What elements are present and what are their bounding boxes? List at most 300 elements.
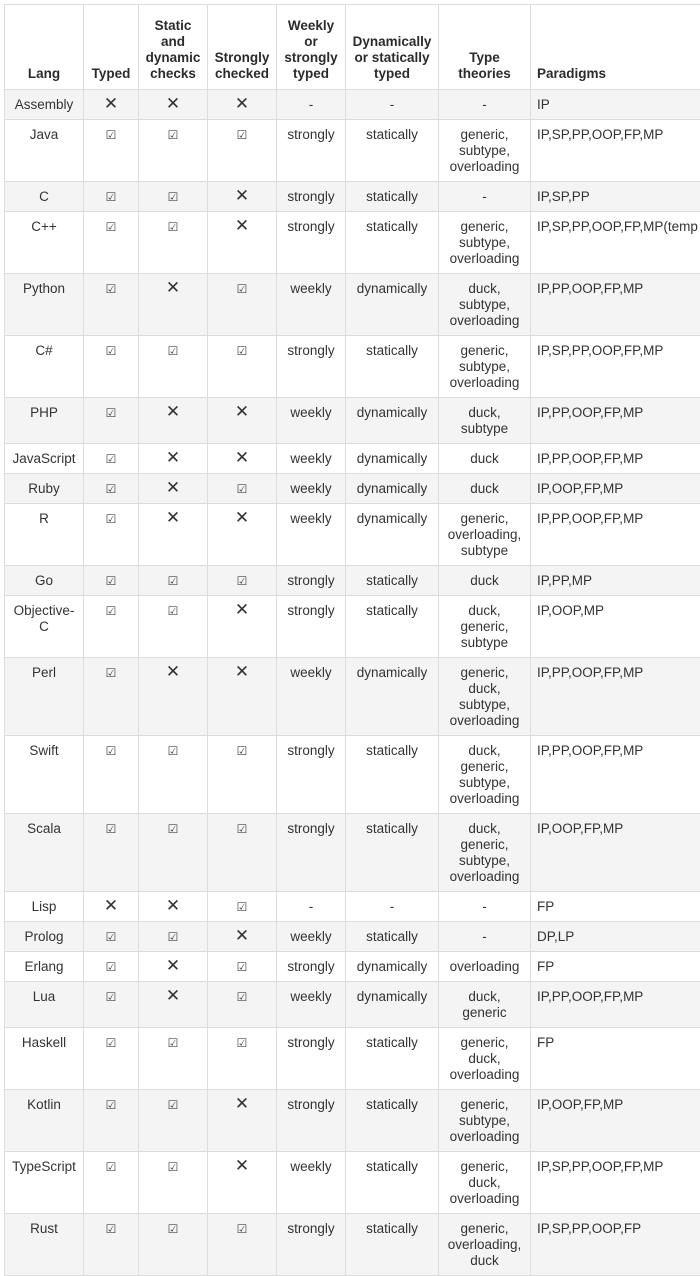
cross-icon: ✕ [166,989,180,1003]
cell-paradigms: IP [531,90,700,120]
cross-icon: ✕ [235,451,249,465]
cell-dynamically-or-statically: statically [346,922,439,952]
text-line: duck, [468,1051,500,1066]
cell-dynamically-or-statically: dynamically [346,952,439,982]
checkbox-checked-icon: ☑ [106,573,117,589]
checkbox-checked-icon: ☑ [237,959,248,975]
cell-dynamically-or-statically: statically [346,1152,439,1214]
cell-weekly-or-strongly: strongly [277,736,346,814]
text-line: theories [458,66,511,81]
text-line: generic, [460,1159,508,1174]
text-line: Swift [29,743,58,758]
cell-strong [208,182,277,212]
cell-type-theories [439,504,531,566]
cell-paradigms: IP,SP,PP [531,182,700,212]
text-line: typed [374,66,410,81]
cell-dynamically-or-statically: - [346,892,439,922]
text-line: checked [215,66,269,81]
checkbox-checked-icon: ☑ [106,821,117,837]
cell-weekly-or-strongly: strongly [277,596,346,658]
cell-weekly-or-strongly: strongly [277,120,346,182]
cell-lang [5,120,84,182]
cell-weekly-or-strongly: weekly [277,922,346,952]
text-line: Rust [30,1221,58,1236]
cell-strong [208,658,277,736]
table-row [5,182,700,212]
cell-checks [139,1214,208,1276]
cell-paradigms: IP,SP,PP,OOP,FP,MP [531,1152,700,1214]
text-line: subtype, [459,235,510,250]
cell-dynamically-or-statically: dynamically [346,444,439,474]
text-line: subtype [461,635,508,650]
table-row [5,982,700,1028]
checkbox-checked-icon: ☑ [168,189,179,205]
cell-paradigms: IP,PP,OOP,FP,MP [531,982,700,1028]
cross-icon: ✕ [235,405,249,419]
table-body [5,90,700,1276]
cell-typed [84,504,139,566]
checkbox-checked-icon: ☑ [106,743,117,759]
cell-paradigms: IP,PP,OOP,FP,MP [531,504,700,566]
cell-dynamically-or-statically: dynamically [346,658,439,736]
cell-paradigms: IP,OOP,FP,MP [531,814,700,892]
cross-icon: ✕ [235,1159,249,1173]
cell-lang [5,212,84,274]
cell-typed [84,90,139,120]
cell-dynamically-or-statically: statically [346,1028,439,1090]
cell-strong [208,922,277,952]
cell-typed [84,596,139,658]
cell-lang [5,658,84,736]
cross-icon: ✕ [166,481,180,495]
cell-checks [139,274,208,336]
checkbox-checked-icon: ☑ [106,343,117,359]
cell-lang [5,1028,84,1090]
text-line: subtype, [459,775,510,790]
table-row [5,1090,700,1152]
cell-type-theories [439,658,531,736]
cell-type-theories [439,182,531,212]
cell-dynamically-or-statically: statically [346,814,439,892]
cell-strong [208,274,277,336]
table-row [5,398,700,444]
cell-dynamically-or-statically: statically [346,736,439,814]
cell-strong [208,1214,277,1276]
header-weekly-or-strongly [277,5,346,90]
cell-type-theories [439,814,531,892]
cell-strong [208,474,277,504]
cell-paradigms: IP,OOP,MP [531,596,700,658]
text-line: duck, [468,743,500,758]
cell-weekly-or-strongly: strongly [277,182,346,212]
cell-dynamically-or-statically: statically [346,596,439,658]
cell-weekly-or-strongly: weekly [277,474,346,504]
cell-dynamically-or-statically: statically [346,182,439,212]
text-line: generic, [460,219,508,234]
cell-typed [84,1090,139,1152]
text-line: generic, [460,127,508,142]
text-line: generic, [460,343,508,358]
cell-strong [208,504,277,566]
checkbox-checked-icon: ☑ [106,451,117,467]
cell-lang [5,566,84,596]
text-line: or [304,34,318,49]
text-line: duck, [468,281,500,296]
cell-dynamically-or-statically: dynamically [346,274,439,336]
cross-icon: ✕ [166,97,180,111]
cell-typed [84,212,139,274]
cell-typed [84,736,139,814]
cell-paradigms: FP [531,952,700,982]
cell-type-theories [439,922,531,952]
text-line: subtype [461,421,508,436]
header-dynamically-or-statically [346,5,439,90]
cell-typed [84,952,139,982]
text-line: subtype, [459,853,510,868]
cell-weekly-or-strongly: weekly [277,982,346,1028]
text-line: Lisp [32,899,57,914]
header-strongly-checked [208,5,277,90]
checkbox-checked-icon: ☑ [237,899,248,915]
table-row [5,1152,700,1214]
cell-paradigms: IP,PP,OOP,FP,MP [531,398,700,444]
text-line: R [39,511,49,526]
cross-icon: ✕ [166,281,180,295]
text-line: and [161,34,185,49]
cross-icon: ✕ [235,219,249,233]
cell-weekly-or-strongly: strongly [277,566,346,596]
text-line: generic [462,1005,506,1020]
table-row [5,892,700,922]
cell-strong [208,1090,277,1152]
cell-type-theories [439,1028,531,1090]
text-line: PHP [30,405,58,420]
cell-checks [139,398,208,444]
text-line: generic, [460,837,508,852]
cell-checks [139,982,208,1028]
table-viewport [4,4,700,1276]
cell-dynamically-or-statically: statically [346,336,439,398]
text-line: Kotlin [27,1097,61,1112]
cell-weekly-or-strongly: strongly [277,814,346,892]
cell-dynamically-or-statically: statically [346,120,439,182]
cell-strong [208,952,277,982]
text-line: Go [35,573,53,588]
cross-icon: ✕ [166,405,180,419]
checkbox-checked-icon: ☑ [106,189,117,205]
cross-icon: ✕ [166,899,180,913]
table-row [5,336,700,398]
table-row [5,566,700,596]
text-line: duck, [468,821,500,836]
cell-type-theories [439,444,531,474]
checkbox-checked-icon: ☑ [106,1035,117,1051]
cell-strong [208,120,277,182]
text-line: Perl [32,665,56,680]
cell-checks [139,336,208,398]
checkbox-checked-icon: ☑ [237,573,248,589]
cell-type-theories [439,736,531,814]
cell-checks [139,596,208,658]
cell-type-theories [439,566,531,596]
text-line: generic, [460,619,508,634]
table-row [5,212,700,274]
table-header-row [5,5,700,90]
text-line: overloading, [448,527,522,542]
cell-paradigms: IP,PP,OOP,FP,MP [531,274,700,336]
cell-lang [5,1152,84,1214]
text-line: generic, [460,1035,508,1050]
cell-lang [5,1214,84,1276]
checkbox-checked-icon: ☑ [168,1097,179,1113]
text-line: duck [470,1253,499,1268]
cell-checks [139,212,208,274]
cell-weekly-or-strongly: strongly [277,336,346,398]
table-row [5,736,700,814]
checkbox-checked-icon: ☑ [237,281,248,297]
cell-type-theories [439,212,531,274]
cell-type-theories [439,596,531,658]
cell-checks [139,120,208,182]
text-line: overloading [450,1129,520,1144]
cell-lang [5,444,84,474]
text-line: - [482,97,487,112]
checkbox-checked-icon: ☑ [168,1035,179,1051]
cell-checks [139,1028,208,1090]
checkbox-checked-icon: ☑ [237,481,248,497]
text-line: overloading [450,251,520,266]
cell-dynamically-or-statically: - [346,90,439,120]
cell-typed [84,182,139,212]
text-line: Java [30,127,59,142]
checkbox-checked-icon: ☑ [106,281,117,297]
cell-weekly-or-strongly: strongly [277,1090,346,1152]
cross-icon: ✕ [166,511,180,525]
cell-weekly-or-strongly: weekly [277,1152,346,1214]
cell-strong [208,212,277,274]
cell-typed [84,474,139,504]
cell-dynamically-or-statically: dynamically [346,474,439,504]
cell-lang [5,90,84,120]
cell-strong [208,336,277,398]
cell-paradigms: IP,SP,PP,OOP,FP,MP(temp [531,212,700,274]
cell-checks [139,504,208,566]
text-line: subtype [461,543,508,558]
cell-lang [5,736,84,814]
cell-paradigms: FP [531,1028,700,1090]
cell-typed [84,892,139,922]
cell-typed [84,444,139,474]
cross-icon: ✕ [235,1097,249,1111]
cell-lang [5,922,84,952]
cell-typed [84,274,139,336]
table-row [5,1214,700,1276]
text-line: Objective- [14,603,75,618]
cell-checks [139,892,208,922]
cell-paradigms: IP,PP,OOP,FP,MP [531,658,700,736]
checkbox-checked-icon: ☑ [106,481,117,497]
cross-icon: ✕ [235,189,249,203]
checkbox-checked-icon: ☑ [168,127,179,143]
checkbox-checked-icon: ☑ [106,1159,117,1175]
checkbox-checked-icon: ☑ [168,1159,179,1175]
text-line: duck [470,451,499,466]
checkbox-checked-icon: ☑ [106,603,117,619]
cell-lang [5,398,84,444]
table-row [5,596,700,658]
cell-paradigms: IP,OOP,FP,MP [531,1090,700,1152]
cell-lang [5,982,84,1028]
cell-type-theories [439,1152,531,1214]
text-line: checks [150,66,196,81]
checkbox-checked-icon: ☑ [237,343,248,359]
table-row [5,120,700,182]
text-line: Weekly [288,18,334,33]
cell-lang [5,336,84,398]
text-line: overloading [450,869,520,884]
text-line: duck, [468,1175,500,1190]
cell-paradigms: IP,SP,PP,OOP,FP,MP [531,336,700,398]
cell-typed [84,1152,139,1214]
text-line: overloading [450,1067,520,1082]
cell-typed [84,1214,139,1276]
checkbox-checked-icon: ☑ [237,127,248,143]
header-type-theories [439,5,531,90]
cross-icon: ✕ [235,97,249,111]
text-line: TypeScript [12,1159,76,1174]
checkbox-checked-icon: ☑ [237,989,248,1005]
cell-paradigms: IP,OOP,FP,MP [531,474,700,504]
table-row [5,474,700,504]
cell-weekly-or-strongly: strongly [277,212,346,274]
table-row [5,274,700,336]
table-row [5,90,700,120]
cell-checks [139,1090,208,1152]
cell-lang [5,952,84,982]
cell-checks [139,952,208,982]
text-line: subtype, [459,143,510,158]
cell-strong [208,814,277,892]
text-line: Lua [33,989,56,1004]
checkbox-checked-icon: ☑ [168,573,179,589]
cell-typed [84,982,139,1028]
cell-type-theories [439,952,531,982]
text-line: duck [470,481,499,496]
cell-paradigms: IP,SP,PP,OOP,FP,MP [531,120,700,182]
checkbox-checked-icon: ☑ [168,929,179,945]
checkbox-checked-icon: ☑ [106,929,117,945]
cross-icon: ✕ [166,665,180,679]
cross-icon: ✕ [104,97,118,111]
cell-paradigms: IP,SP,PP,OOP,FP [531,1214,700,1276]
cell-type-theories [439,120,531,182]
cell-lang [5,504,84,566]
cell-weekly-or-strongly: weekly [277,274,346,336]
cell-checks [139,474,208,504]
cell-checks [139,566,208,596]
cell-typed [84,658,139,736]
checkbox-checked-icon: ☑ [237,1221,248,1237]
text-line: generic, [460,511,508,526]
cell-typed [84,398,139,444]
cell-type-theories [439,398,531,444]
table-row [5,1028,700,1090]
text-line: - [482,899,487,914]
cell-checks [139,1152,208,1214]
header-lang: Lang [5,5,84,90]
text-line: dynamic [146,50,201,65]
checkbox-checked-icon: ☑ [237,821,248,837]
cross-icon: ✕ [235,929,249,943]
checkbox-checked-icon: ☑ [168,219,179,235]
text-line: duck, [468,681,500,696]
checkbox-checked-icon: ☑ [106,1221,117,1237]
text-line: Ruby [28,481,60,496]
cell-strong [208,596,277,658]
cell-lang [5,814,84,892]
text-line: or statically [354,50,429,65]
cell-weekly-or-strongly: weekly [277,398,346,444]
checkbox-checked-icon: ☑ [237,743,248,759]
cross-icon: ✕ [104,899,118,913]
cell-dynamically-or-statically: statically [346,1090,439,1152]
cell-lang [5,1090,84,1152]
cell-typed [84,1028,139,1090]
cross-icon: ✕ [235,603,249,617]
header-typed: Typed [84,5,139,90]
cell-typed [84,566,139,596]
cell-strong [208,90,277,120]
cell-paradigms: DP,LP [531,922,700,952]
cell-dynamically-or-statically: dynamically [346,504,439,566]
cell-strong [208,444,277,474]
cell-dynamically-or-statically: statically [346,212,439,274]
text-line: subtype, [459,359,510,374]
checkbox-checked-icon: ☑ [106,219,117,235]
table-row [5,658,700,736]
text-line: duck [470,573,499,588]
text-line: Erlang [24,959,63,974]
cell-paradigms: IP,PP,MP [531,566,700,596]
text-line: duck, [468,989,500,1004]
text-line: overloading [450,959,520,974]
text-line: overloading [450,713,520,728]
text-line: overloading [450,791,520,806]
cell-paradigms: FP [531,892,700,922]
cell-type-theories [439,982,531,1028]
text-line: Static [155,18,192,33]
cell-dynamically-or-statically: dynamically [346,982,439,1028]
language-comparison-table [4,4,700,1276]
text-line: C# [35,343,52,358]
text-line: overloading, [448,1237,522,1252]
checkbox-checked-icon: ☑ [168,743,179,759]
checkbox-checked-icon: ☑ [106,127,117,143]
cell-lang [5,274,84,336]
text-line: overloading [450,159,520,174]
text-line: Prolog [24,929,63,944]
cell-lang [5,892,84,922]
cell-strong [208,1028,277,1090]
cell-weekly-or-strongly: strongly [277,1028,346,1090]
cell-checks [139,182,208,212]
cell-weekly-or-strongly: strongly [277,952,346,982]
cell-type-theories [439,90,531,120]
text-line: Assembly [15,97,74,112]
text-line: JavaScript [12,451,75,466]
checkbox-checked-icon: ☑ [106,405,117,421]
table-row [5,952,700,982]
